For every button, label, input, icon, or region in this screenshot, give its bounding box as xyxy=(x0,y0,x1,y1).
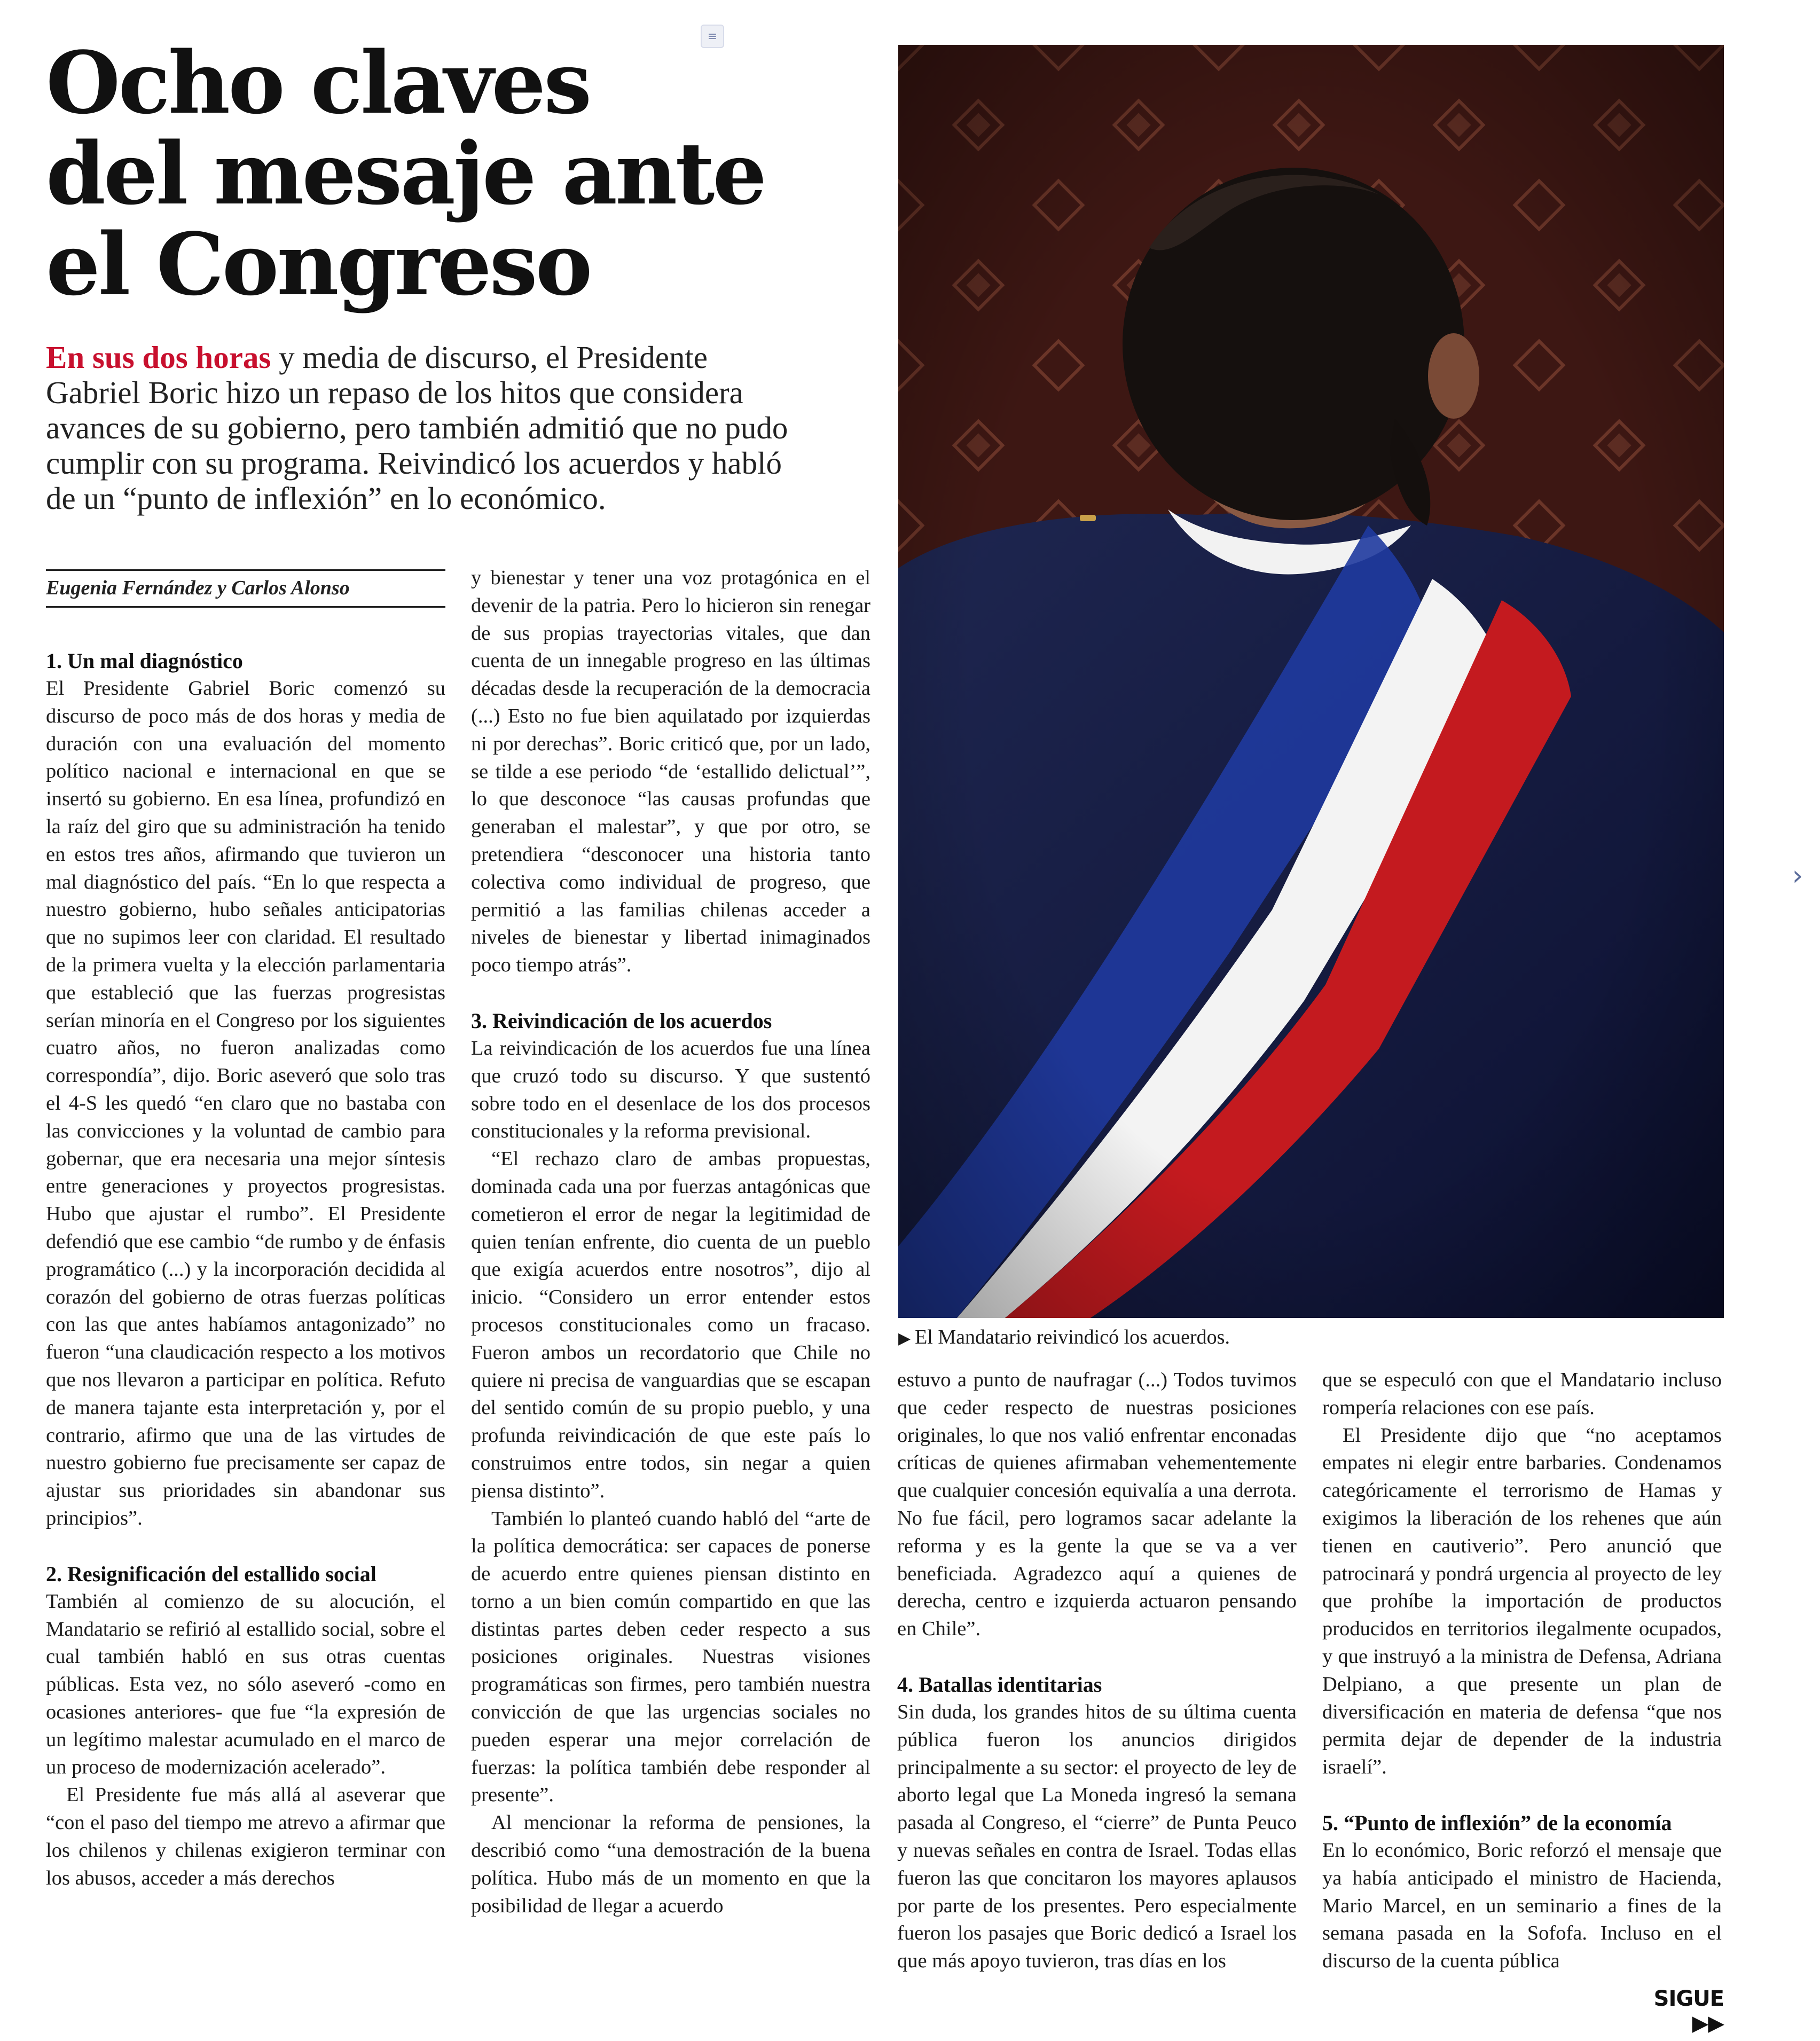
paragraph: El Presidente fue más allá al aseverar que “con el paso del tiempo me atrevo a afirmar que los chilenos y chilenas exigieron terminar con los abusos, acceder a más derechos xyxy=(46,1784,445,1889)
lede-highlight: En sus dos horas xyxy=(46,340,271,375)
paragraph: “El rechazo claro de ambas propuestas, dominada cada una por fuerzas antagónicas que cometieron el error de negar la legitimidad de quien tenían enfrente, dio cuenta de un pueblo que exigía acuerdos entre nosotros”, dijo al inicio. “Considero un error entender estos procesos constitucionales como un fracaso. Fueron ambos un recordatorio que Chile no quiere ni precisa de vanguardias que se escapan del sentido común de su propio pueblo, y una profunda reivindicación de que este país lo construimos entre todos, sin negar a quien piensa distinto”. xyxy=(471,1148,870,1502)
lede-text: y media de discurso, el Presidente Gabriel Boric hizo un repaso de los hitos que considera avances de su gobierno, pero también admitió que no pudo cumplir con su programa. Reivindicó los acuerdos y habló de un “punto de inflexión” en lo económico. xyxy=(46,340,788,516)
article-column-1 xyxy=(46,647,445,1892)
paragraph: En lo económico, Boric reforzó el mensaje que ya había anticipado el ministro de Hacienda, Mario Marcel, en un seminario a fines de la semana pasada en la Sofofa. Incluso en el discurso de la cuenta pública xyxy=(1322,1839,1722,1973)
paragraph: También al comienzo de su alocución, el Mandatario se refirió al estallido social, sobre el cual también habló en sus otras cuentas públicas. Esta vez, no sólo aseveró -como en ocasiones anteriores- que fue “la expresión de un legítimo malestar acumulado en el marco de un proceso de modernización acelerado”. xyxy=(46,1590,445,1779)
byline: Eugenia Fernández y Carlos Alonso xyxy=(46,569,445,608)
paragraph: También lo planteó cuando habló del “arte de la política democrática: ser capaces de ponerse de acuerdo entre quienes piensan distinto en torno a un bien común compartido en que las distintas partes deben ceder respecto a sus posiciones originales. Nuestras visiones programáticas son firmes, pero también nuestra convicción de que las urgencias sociales no pueden esperar una mejor correlación de fuerzas: la política también debe responder al presente”. xyxy=(471,1507,870,1807)
paragraph: que se especuló con que el Mandatario incluso rompería relaciones con ese país. xyxy=(1322,1369,1722,1419)
caption-marker-icon: ▶ xyxy=(898,1329,911,1348)
article-column-3 xyxy=(897,1367,1297,1975)
paragraph: Al mencionar la reforma de pensiones, la describió como “una demostración de la buena política. Hubo más de un momento en que la posibilidad de llegar a acuerdo xyxy=(471,1811,870,1917)
photo-illustration xyxy=(898,45,1724,1318)
note-icon[interactable]: ≡ xyxy=(701,25,724,48)
lede xyxy=(46,340,794,516)
paragraph: estuvo a punto de naufragar (...) Todos tuvimos que ceder respecto de nuestras posiciones originales, lo que nos valió enfrentar enconadas críticas de quienes afirmaban vehementemente que cualquier concesión equivalía a una derrota. No fue fácil, pero logramos sacar adelante la reforma y es la gente la que se va a ver beneficiada. Agradezco aquí a quienes de derecha, centro e izquierda actuaron pensando en Chile”. xyxy=(897,1369,1297,1640)
chevron-right-icon[interactable]: › xyxy=(1792,860,1803,892)
paragraph: Sin duda, los grandes hitos de su última cuenta pública fueron los anuncios dirigidos principalmente a su sector: el proyecto de ley de aborto legal que La Moneda ingresó la semana pasada al Congreso, el “cierre” de Punta Peuco y nuevas señales en contra de Israel. Todas ellas fueron las que concitaron los mayores aplausos por parte de los presentes. Pero especialmente fueron los pasajes que Boric dedicó a Israel los que más apoyo tuvieron, tras días en los xyxy=(897,1700,1297,1973)
section-heading: 5. “Punto de inflexión” de la economía xyxy=(1322,1810,1672,1835)
vignette xyxy=(898,45,1724,1318)
headline xyxy=(46,33,847,315)
caption-text: El Mandatario reivindicó los acuerdos. xyxy=(915,1326,1230,1348)
article-column-2 xyxy=(471,564,870,1920)
article-column-4 xyxy=(1322,1367,1722,1975)
paragraph: y bienestar y tener una voz protagónica en el devenir de la patria. Pero lo hicieron sin renegar de sus propias trayectorias vitales, que dan cuenta de un innegable progreso en las últimas décadas desde la recuperación de la democracia (...) Esto no fue bien aquilatado por izquierdas ni por derechas”. Boric criticó que, por un lado, se tilde a ese periodo “de ‘estallido delictual’”, lo que desconoce “las causas profundas que generaban el malestar”, y que por otro, se pretendiera “desconocer una historia tanto colectiva como individual de progreso, que permitió a las familias chilenas acceder a niveles de bienestar y libertad inimaginados poco tiempo atrás”. xyxy=(471,567,870,977)
section-heading: 1. Un mal diagnóstico xyxy=(46,649,243,673)
headline-line: del mesaje ante xyxy=(46,123,765,224)
paragraph: El Presidente dijo que “no aceptamos empates ni elegir entre barbaries. Condenamos categóricamente el terrorismo de Hamas y exigimos la liberación de los rehenes que aún tienen en cautiverio”. Pero anunció que patrocinará y pondrá urgencia al proyecto de ley que prohíbe la importación de productos producidos en territorios ilegalmente ocupados, y que instruyó a la ministra de Defensa, Adriana Delpiano, a que presente un plan de diversificación en materia de defensa “que nos permita dejar de depender de la industria israelí”. xyxy=(1322,1424,1722,1779)
article-photo xyxy=(898,45,1724,1318)
section-heading: 4. Batallas identitarias xyxy=(897,1672,1102,1697)
section-heading: 3. Reivindicación de los acuerdos xyxy=(471,1008,772,1033)
section-heading: 2. Resignificación del estallido social xyxy=(46,1561,376,1586)
paragraph: El Presidente Gabriel Boric comenzó su discurso de poco más de dos horas y media de duración con una evaluación del momento político nacional e internacional en que se insertó su gobierno. En esa línea, profundizó en la raíz del giro que su administración ha tenido en estos tres años, afirmando que tuvieron un mal diagnóstico del país. “En lo que respecta a nuestro gobierno, hubo señales anticipatorias que no supimos leer con claridad. El resultado de la primera vuelta y la elección parlamentaria que estableció que las fuerzas progresistas serían minoría en el Congreso por los siguientes cuatro años, no fueron analizadas como correspondía”, dijo. Boric aseveró que solo tras el 4-S les quedó “en claro que no bastaba con las convicciones y la voluntad de cambio para gobernar, que era necesaria una mejor síntesis entre generaciones y proyectos progresistas. Hubo que ajustar el rumbo”. El Presidente defendió que ese cambio “de rumbo y de énfasis programático (...) y la incorporación decidida al corazón del gobierno de otras fuerzas políticas con las que antes habíamos antagonizado” no fueron “una claudicación respecto a los motivos que nos llevaron a participar en política. Refuto de manera tajante esta interpretación y, por el contrario, afirmo que una de las virtudes de nuestro gobierno fue precisamente ser capaz de ajustar sus prioridades sin abandonar sus principios”. xyxy=(46,677,445,1529)
continue-label: SIGUE ▶▶ xyxy=(1653,1987,1724,2036)
photo-caption xyxy=(898,1324,1724,1352)
paragraph: La reivindicación de los acuerdos fue una línea que cruzó todo su discurso. Y que sustentó sobre todo en el desenlace de los dos procesos constitucionales y la reforma previsional. xyxy=(471,1037,870,1143)
headline-line: el Congreso xyxy=(46,214,591,315)
headline-line: Ocho claves xyxy=(46,33,590,133)
